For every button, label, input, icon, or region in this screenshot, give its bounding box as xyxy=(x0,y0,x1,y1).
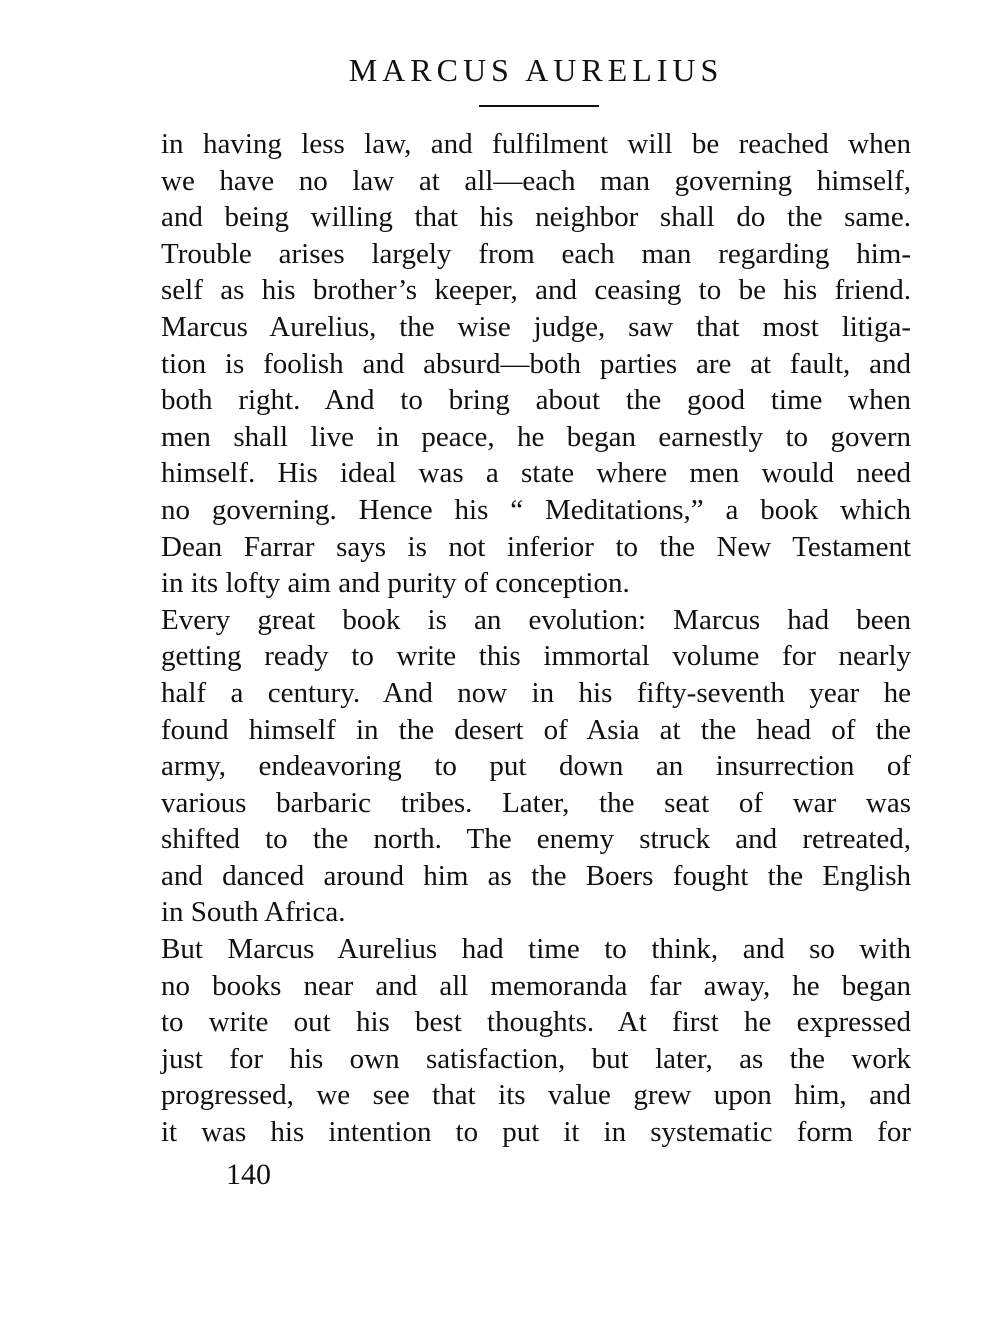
text-line: getting ready to write this immortal volume for nearly xyxy=(161,640,911,673)
text-line: to write out his best thoughts. At first he expressed xyxy=(161,1006,911,1039)
text-line: found himself in the desert of Asia at the head of the xyxy=(161,713,911,746)
body-text xyxy=(161,126,911,1151)
text-line: no books near and all memoranda far away, he began xyxy=(161,969,911,1002)
text-line: Marcus Aurelius, the wise judge, saw that most litiga- xyxy=(161,310,911,343)
page-number: 140 xyxy=(226,1158,271,1191)
running-head: MARCUS AURELIUS xyxy=(348,52,724,88)
text-line: men shall live in peace, he began earnestly to govern xyxy=(161,420,911,453)
text-line: in having less law, and fulfilment will be reached when xyxy=(161,128,911,160)
text-line: self as his brother’s keeper, and ceasing to be his friend. xyxy=(161,274,911,307)
text-line: and danced around him as the Boers fought the English xyxy=(161,859,911,892)
text-line: But Marcus Aurelius had time to think, and so with xyxy=(161,933,911,966)
text-line: Trouble arises largely from each man regarding him- xyxy=(161,237,911,270)
text-line: just for his own satisfaction, but later, as the work xyxy=(161,1042,911,1075)
paragraph-end-line: in South Africa. xyxy=(161,896,346,929)
text-line: we have no law at all—each man governing himself, xyxy=(161,164,911,197)
text-line: no governing. Hence his “ Meditations,” a book which xyxy=(161,493,911,526)
text-line: shifted to the north. The enemy struck and retreated, xyxy=(161,823,911,856)
text-line: tion is foolish and absurd—both parties are at fault, and xyxy=(161,347,911,380)
text-line: himself. His ideal was a state where men would need xyxy=(161,457,911,490)
text-line: various barbaric tribes. Later, the seat of war was xyxy=(161,786,911,819)
text-line: progressed, we see that its value grew upon him, and xyxy=(161,1079,911,1112)
text-line: army, endeavoring to put down an insurrection of xyxy=(161,750,911,783)
text-line: Every great book is an evolution: Marcus had been xyxy=(161,603,911,636)
text-line: and being willing that his neighbor shall do the same. xyxy=(161,201,911,234)
paragraph-end-line: in its lofty aim and purity of conception. xyxy=(161,567,630,600)
text-line: it was his intention to put it in systematic form for xyxy=(161,1116,911,1149)
text-line: Dean Farrar says is not inferior to the New Testament xyxy=(161,530,911,563)
text-line: half a century. And now in his fifty-seventh year he xyxy=(161,676,911,709)
head-rule xyxy=(479,105,599,107)
text-line: both right. And to bring about the good time when xyxy=(161,384,911,417)
